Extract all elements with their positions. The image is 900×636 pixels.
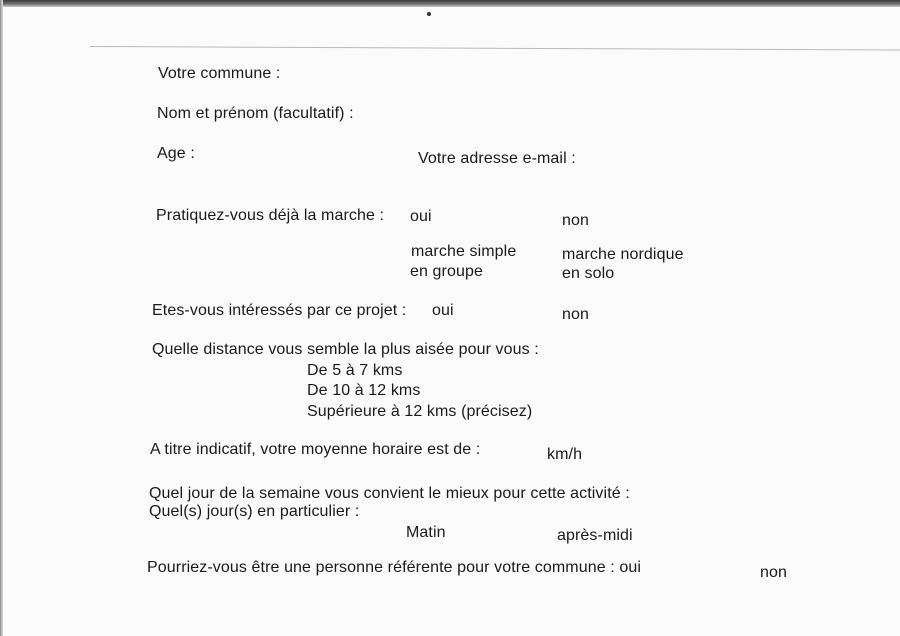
email-label: Votre adresse e-mail : <box>418 150 576 167</box>
afternoon-option: après-midi <box>557 527 633 544</box>
distance-question: Quelle distance vous semble la plus aisée pour vous : <box>152 341 539 358</box>
distance-option-over-12: Supérieure à 12 kms (précisez) <box>307 403 533 420</box>
scan-speck <box>427 12 431 16</box>
walk-no-option: non <box>562 212 589 229</box>
scan-left-edge <box>0 0 3 636</box>
referent-question: Pourriez-vous être une personne référente pour votre commune : oui <box>147 559 641 576</box>
walk-yes-option: oui <box>410 208 432 225</box>
speed-unit: km/h <box>547 446 583 463</box>
scan-top-edge <box>0 0 900 7</box>
commune-label: Votre commune : <box>158 65 281 82</box>
project-question: Etes-vous intéressés par ce projet : <box>152 302 407 319</box>
name-label: Nom et prénom (facultatif) : <box>157 105 354 122</box>
speed-question: A titre indicatif, votre moyenne horaire est de : <box>150 441 481 458</box>
referent-no-option: non <box>760 564 787 581</box>
walk-solo-option: en solo <box>562 265 615 282</box>
morning-option: Matin <box>406 524 446 541</box>
distance-option-5-7: De 5 à 7 kms <box>307 362 403 379</box>
walk-nordic-option: marche nordique <box>562 246 684 263</box>
age-label: Age : <box>157 145 195 162</box>
walk-simple-option: marche simple <box>411 243 517 260</box>
walk-group-option: en groupe <box>410 263 483 280</box>
project-no-option: non <box>562 306 589 323</box>
day-question: Quel jour de la semaine vous convient le mieux pour cette activité : <box>149 485 630 502</box>
project-yes-option: oui <box>432 302 454 319</box>
days-question: Quel(s) jour(s) en particulier : <box>149 503 360 520</box>
walk-question: Pratiquez-vous déjà la marche : <box>156 207 385 224</box>
distance-option-10-12: De 10 à 12 kms <box>307 382 421 399</box>
header-rule <box>90 46 900 51</box>
